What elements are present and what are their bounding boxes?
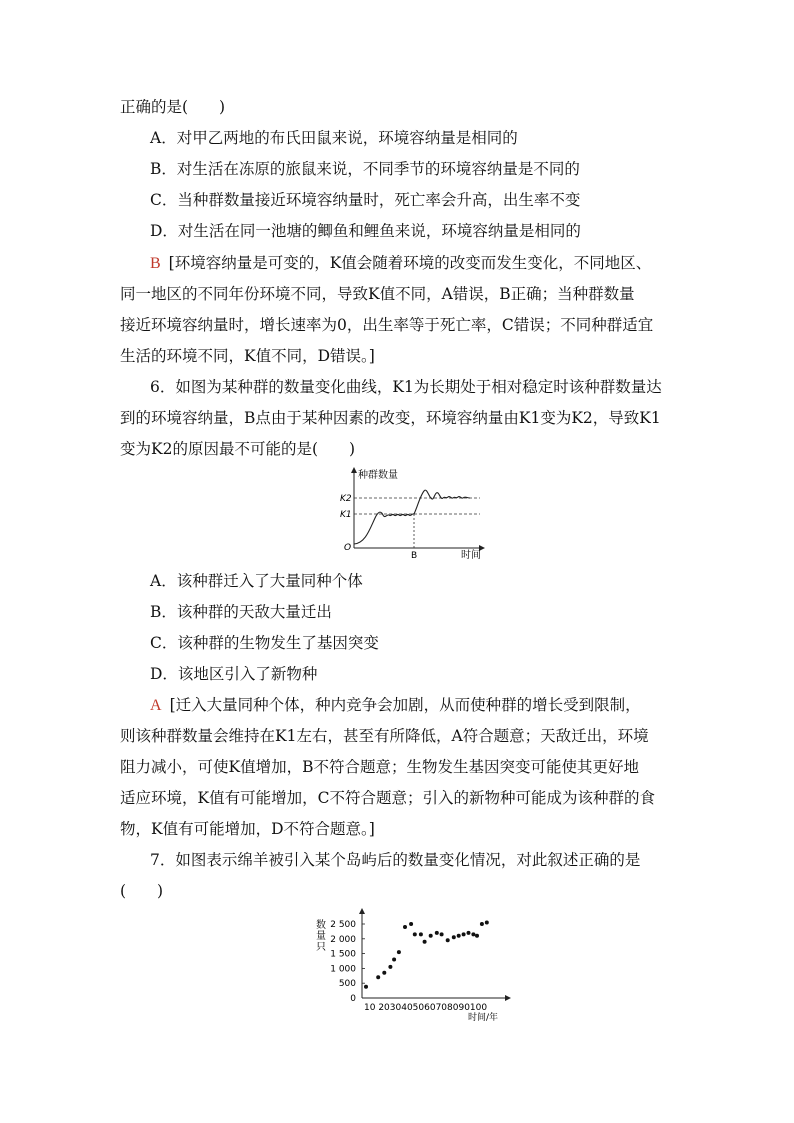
y-tick-label: 0 — [350, 994, 356, 1004]
data-point — [423, 940, 427, 944]
chart-y-label-char: 数 — [316, 920, 326, 931]
data-point — [413, 932, 417, 936]
x-axis-title: 时间 — [461, 550, 481, 560]
population-curve-figure — [330, 466, 490, 560]
data-point — [440, 932, 444, 936]
data-point — [403, 925, 407, 929]
origin-label: O — [344, 543, 352, 553]
q6-option-b: B．该种群的天敌大量迁出 — [150, 603, 332, 621]
q5-option-d: D．对生活在同一池塘的鲫鱼和鲤鱼来说，环境容纳量是相同的 — [150, 222, 581, 240]
data-point — [471, 932, 475, 936]
q5-explanation-4: 生活的环境不同，K值不同，D错误。] — [120, 347, 375, 365]
q6-explanation-2: 则该种群数量会维持在K1左右，甚至有所降低，A符合题意；天敌迁出，环境 — [120, 727, 649, 745]
data-point — [364, 985, 368, 989]
b-point-label: B — [411, 551, 418, 560]
data-point — [397, 950, 401, 954]
y-tick-label: 500 — [338, 979, 356, 990]
q6-option-a: A．该种群迁入了大量同种个体 — [150, 572, 363, 590]
q5-option-c: C．当种群数量接近环境容纳量时，死亡率会升高，出生率不变 — [150, 191, 581, 209]
k2-label: K2 — [340, 494, 352, 504]
data-point — [452, 935, 456, 939]
data-point — [485, 921, 489, 925]
q6-stem-3: 变为K2的原因最不可能的是( ) — [120, 440, 356, 458]
q6-stem-2: 到的环境容纳量，B点由于某种因素的改变，环境容纳量由K1变为K2，导致K1 — [120, 409, 661, 427]
data-point — [382, 971, 386, 975]
q5-option-b: B．对生活在冻原的旅鼠来说，不同季节的环境容纳量是不同的 — [150, 160, 580, 178]
y-tick-label: 2 500 — [330, 920, 356, 930]
q6-option-c: C．该种群的生物发生了基因突变 — [150, 634, 379, 652]
chart-x-label: 时间/年 — [468, 1013, 499, 1023]
chart-y-label — [316, 918, 326, 953]
k1-label: K1 — [340, 510, 352, 520]
q6-explanation-5: 物，K值有可能增加，D不符合题意。] — [120, 820, 375, 838]
data-point — [419, 932, 423, 936]
q6-answer-line — [150, 694, 641, 717]
q6-answer: A — [150, 697, 162, 714]
q5-answer-line — [150, 252, 651, 275]
q7-stem-2: ( ) — [120, 882, 164, 900]
chart-y-label-char: 只 — [316, 942, 326, 953]
q6-explanation-4: 适应环境，K值有可能增加，C不符合题意；引入的新物种可能成为该种群的食 — [120, 789, 655, 807]
y-axis-title: 种群数量 — [358, 470, 398, 481]
y-tick-label: 1 500 — [330, 949, 356, 960]
q7-stem-1: 7．如图表示绵羊被引入某个岛屿后的数量变化情况，对此叙述正确的是 — [150, 851, 641, 869]
q5-stem-end: 正确的是( ) — [120, 98, 226, 116]
data-point — [462, 932, 466, 936]
y-tick-label: 1 000 — [330, 964, 356, 975]
q5-explanation-3: 接近环境容纳量时，增长速率为0，出生率等于死亡率，C错误；不同种群适宜 — [120, 316, 654, 334]
q6-option-d: D．该地区引入了新物种 — [150, 665, 318, 683]
q5-explanation-2: 同一地区的不同年份环境不同，导致K值不同，A错误，B正确；当种群数量 — [120, 285, 635, 303]
data-point — [475, 934, 479, 938]
q6-explanation-1: [迁入大量同种个体，种内竞争会加剧，从而使种群的增长受到限制， — [169, 696, 641, 714]
data-point — [392, 958, 396, 962]
data-point — [446, 938, 450, 942]
data-point — [376, 975, 380, 979]
data-point — [480, 922, 484, 926]
data-point — [467, 931, 471, 935]
q6-explanation-3: 阻力减小，可使K值增加，B不符合题意；生物发生基因突变可能使其更好地 — [120, 758, 639, 776]
y-tick-label: 2 000 — [330, 934, 356, 945]
data-point — [429, 934, 433, 938]
data-point — [388, 965, 392, 969]
data-point — [409, 922, 413, 926]
sheep-population-chart — [308, 906, 518, 1026]
q5-option-a: A．对甲乙两地的布氏田鼠来说，环境容纳量是相同的 — [150, 129, 518, 147]
q5-explanation-1: [环境容纳量是可变的，K值会随着环境的改变而发生变化，不同地区、 — [168, 254, 652, 272]
data-point — [435, 931, 439, 935]
chart-y-label-char: 量 — [316, 931, 326, 942]
q6-stem-1: 6．如图为某种群的数量变化曲线，K1为长期处于相对稳定时该种群数量达 — [150, 378, 662, 396]
data-point — [457, 934, 461, 938]
x-tick-labels: 10 2030405060708090100 — [364, 1003, 488, 1013]
q5-answer: B — [150, 255, 161, 272]
